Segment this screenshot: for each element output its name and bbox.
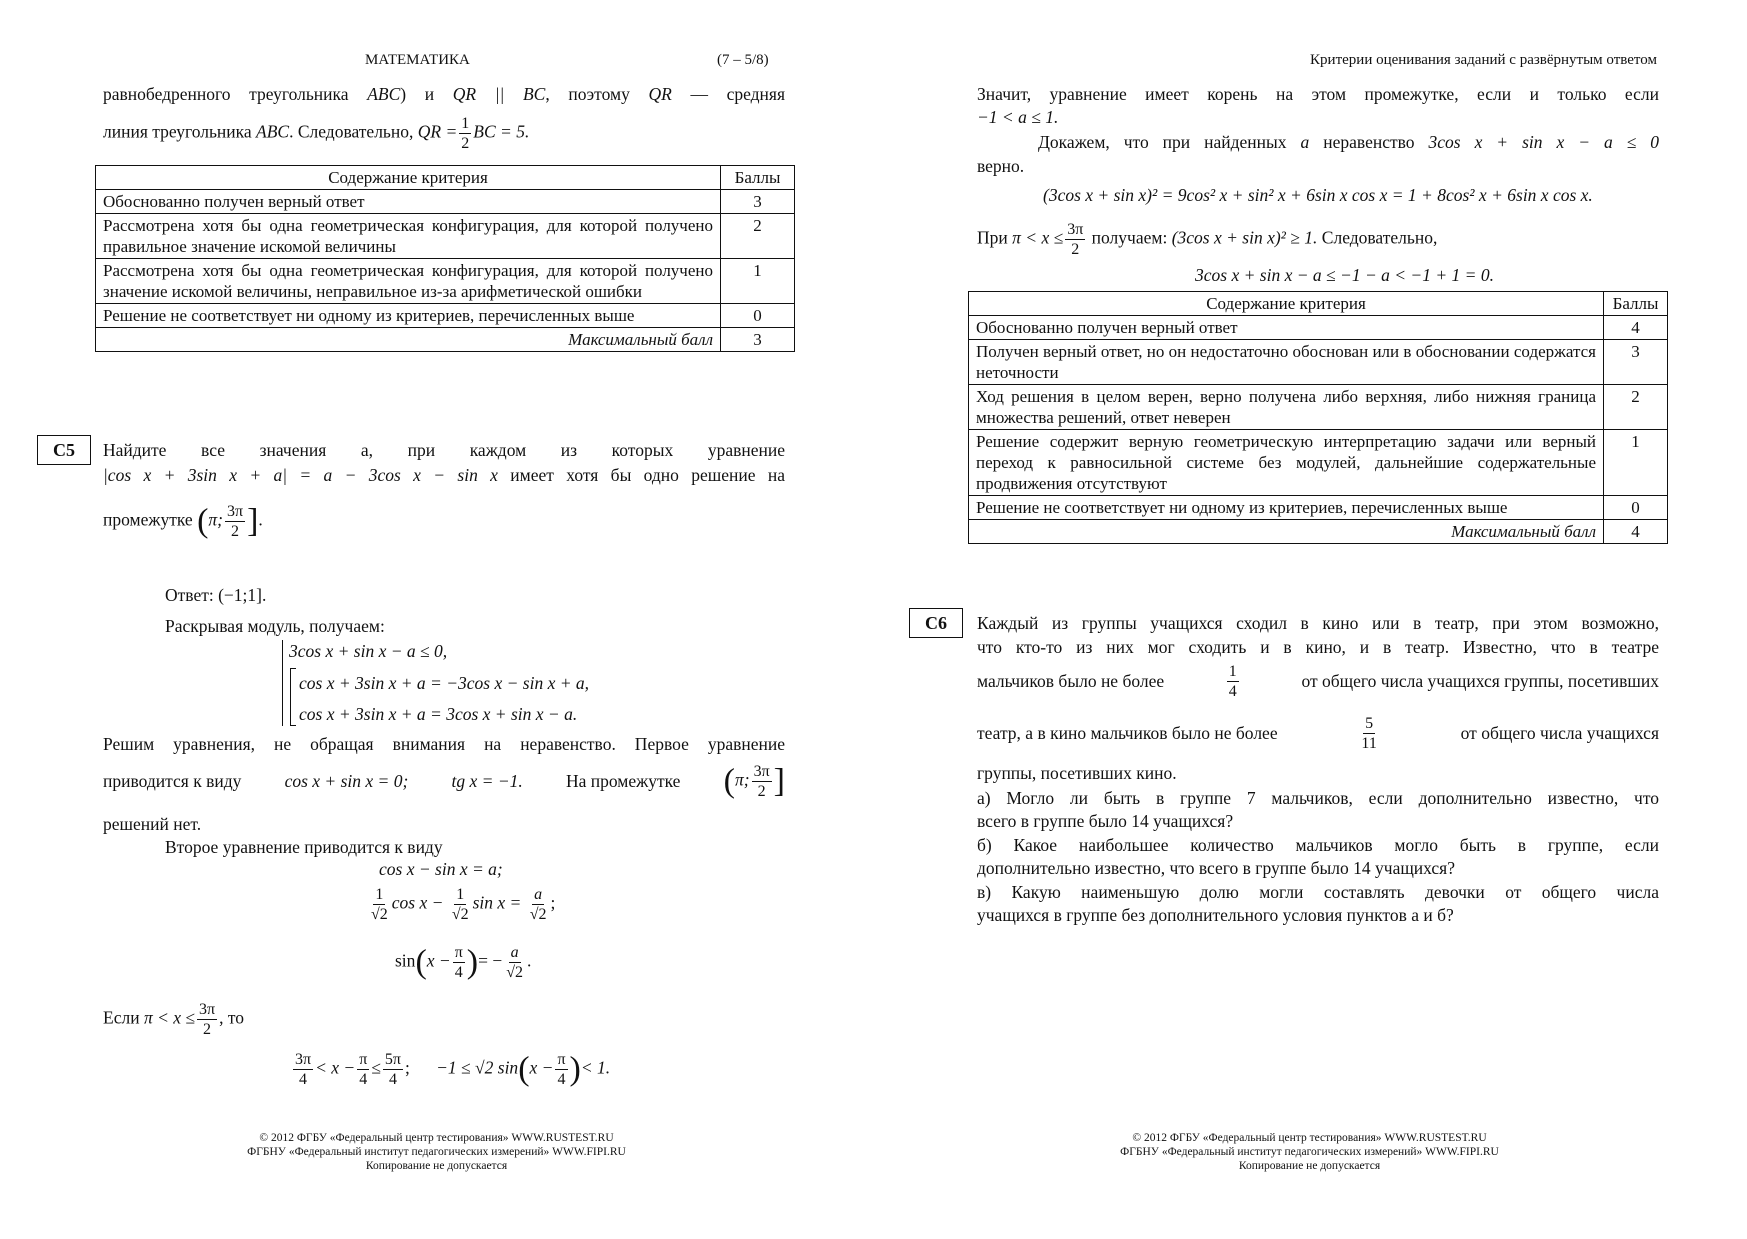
- when-line: При π < x ≤ $\frac{3\pi}{2}$ получаем: (3cos x + sin x)² ≥ 1. Следовательно,: [977, 221, 1438, 258]
- task-c6-line-2: что кто-то из них мог сходить и в кино, и в театр. Известно, что в театре: [977, 637, 1659, 657]
- system-bracket: [290, 668, 296, 726]
- question-a-line-1: а) Могло ли быть в группе 7 мальчиков, если дополнительно известно, что: [977, 788, 1659, 808]
- header-variant: (7 – 5/8): [717, 52, 769, 68]
- question-c-line-2: учащихся в группе без дополнительного условия пунктов а и б?: [977, 905, 1454, 925]
- task-c5-line-1: Найдите все значения a, при каждом из которых уравнение: [103, 440, 785, 460]
- solve-line-3: решений нет.: [103, 814, 202, 834]
- task-c6-line-5: группы, посетивших кино.: [977, 763, 1177, 783]
- table-row: Рассмотрена хотя бы одна геометрическая конфигурация, для которой получено правильное значение искомой величины 2: [96, 214, 795, 259]
- intro-line-2: линия треугольника ABC. Следовательно, QR = $\frac{1}{2}$ BC = 5.: [103, 115, 530, 152]
- criteria-table-c4: [95, 165, 795, 352]
- task-c6-line-4: театр, а в кино мальчиков было не более $\frac{5}{11}$ от общего числа учащихся: [977, 715, 1659, 752]
- ineq-line: $\frac{3\pi}{4}$ < x − $\frac{\pi}{4}$ ≤ $\frac{5\pi}{4}$ ; −1 ≤ √2 sin(x − $\frac{\pi}{4}$ )< 1.: [295, 1050, 611, 1088]
- table-row: Обоснованно получен верный ответ 3: [96, 190, 795, 214]
- system-line-2: cos x + 3sin x + a = −3cos x − sin x + a,: [299, 673, 590, 693]
- eq-c: sin(x − $\frac{\pi}{4}$ )= − $\frac{a}{√2}$ .: [395, 943, 532, 981]
- intro-line-1: равнобедренного треугольника ABC) и QR || BC, поэтому QR — средняя: [103, 84, 786, 104]
- p2-line-2: верно.: [977, 156, 1025, 176]
- task-label-c6: C6: [909, 608, 963, 638]
- table-header-content: Содержание критерия: [96, 166, 721, 190]
- identity: (3cos x + sin x)² = 9cos² x + sin² x + 6sin x cos x = 1 + 8cos² x + 6sin x cos x.: [1043, 185, 1593, 205]
- question-c-line-1: в) Какую наименьшую долю могли составлять девочки от общего числа: [977, 882, 1659, 902]
- table-row: Решение не соответствует ни одному из критериев, перечисленных выше 0: [969, 496, 1668, 520]
- table-row: Рассмотрена хотя бы одна геометрическая конфигурация, для которой получено значение искомой величины, неправильное из-за арифметической ошибки 1: [96, 259, 795, 304]
- footer-right: © 2012 ФГБУ «Федеральный центр тестирования» WWW.RUSTEST.RU ФГБНУ «Федеральный институт педагогических измерений» WWW.FIPI.RU Копирование не допускается: [1120, 1132, 1499, 1172]
- eq-a: cos x − sin x = a;: [379, 859, 503, 879]
- task-c5-line-3: промежутке (π; $\frac{3\pi}{2}$ ].: [103, 502, 263, 540]
- table-row: Решение не соответствует ни одному из критериев, перечисленных выше 0: [96, 304, 795, 328]
- table-row: Ход решения в целом верен, верно получена либо верхняя, либо нижняя граница множества решений, ответ неверен 2: [969, 385, 1668, 430]
- task-label-c5: C5: [37, 435, 91, 465]
- task-c6-line-3: мальчиков было не более $\frac{1}{4}$ от общего числа учащихся группы, посетивших: [977, 663, 1659, 700]
- task-c5-line-2: |cos x + 3sin x + a| = a − 3cos x − sin x имеет хотя бы одно решение на: [103, 465, 785, 485]
- solve-line-2: приводится к виду cos x + sin x = 0; tg x = −1. На промежутке (π; $\frac{3\pi}{2}$ ]: [103, 762, 785, 800]
- answer: Ответ: (−1;1].: [165, 585, 267, 605]
- system-line-3: cos x + 3sin x + a = 3cos x + sin x − a.: [299, 704, 578, 724]
- system-line-1: 3cos x + sin x − a ≤ 0,: [289, 641, 448, 661]
- table-header-points: Баллы: [1604, 292, 1668, 316]
- table-row: Получен верный ответ, но он недостаточно обоснован или в обосновании содержатся неточности 3: [969, 340, 1668, 385]
- solve-line-1: Решим уравнения, не обращая внимания на неравенство. Первое уравнение: [103, 734, 785, 754]
- header-subject: МАТЕМАТИКА: [365, 52, 470, 68]
- p2-line-1: Докажем, что при найденных a неравенство 3cos x + sin x − a ≤ 0: [1038, 132, 1660, 152]
- system-brace: [282, 640, 283, 726]
- task-c6-line-1: Каждый из группы учащихся сходил в кино или в театр, при этом возможно,: [977, 613, 1659, 633]
- conclusion: 3cos x + sin x − a ≤ −1 − a < −1 + 1 = 0.: [1195, 265, 1494, 285]
- table-header-content: Содержание критерия: [969, 292, 1604, 316]
- p1-line-1: Значит, уравнение имеет корень на этом промежутке, если и только если: [977, 84, 1659, 104]
- question-b-line-1: б) Какое наибольшее количество мальчиков могло быть в группе, если: [977, 835, 1659, 855]
- criteria-table-c5: [968, 291, 1668, 544]
- table-header-points: Баллы: [721, 166, 795, 190]
- table-row: Решение содержит верную геометрическую интерпретацию задачи или верный переход к равносильной системе без модулей, дальнейшие содержательные продвижения отсутствуют 1: [969, 430, 1668, 496]
- table-row-max: Максимальный балл 3: [96, 328, 795, 352]
- question-a-line-2: всего в группе было 14 учащихся?: [977, 811, 1234, 831]
- question-b-line-2: дополнительно известно, что всего в группе было 14 учащихся?: [977, 858, 1456, 878]
- second-eq-text: Второе уравнение приводится к виду: [165, 837, 443, 857]
- footer-left: © 2012 ФГБУ «Федеральный центр тестирования» WWW.RUSTEST.RU ФГБНУ «Федеральный институт педагогических измерений» WWW.FIPI.RU Копирование не допускается: [247, 1132, 626, 1172]
- expand-text: Раскрывая модуль, получаем:: [165, 616, 385, 636]
- right-page: [873, 0, 1747, 1239]
- left-page: [0, 0, 873, 1239]
- p1-line-2: −1 < a ≤ 1.: [977, 107, 1059, 127]
- header-right: Критерии оценивания заданий с развёрнутым ответом: [1310, 52, 1657, 68]
- table-row-max: Максимальный балл 4: [969, 520, 1668, 544]
- eq-b: $\frac{1}{√2}$ cos x − $\frac{1}{√2}$ sin x = $\frac{a}{√2}$ ;: [371, 886, 556, 923]
- table-row: Обоснованно получен верный ответ 4: [969, 316, 1668, 340]
- if-line: Если π < x ≤ $\frac{3\pi}{2}$ , то: [103, 1001, 245, 1038]
